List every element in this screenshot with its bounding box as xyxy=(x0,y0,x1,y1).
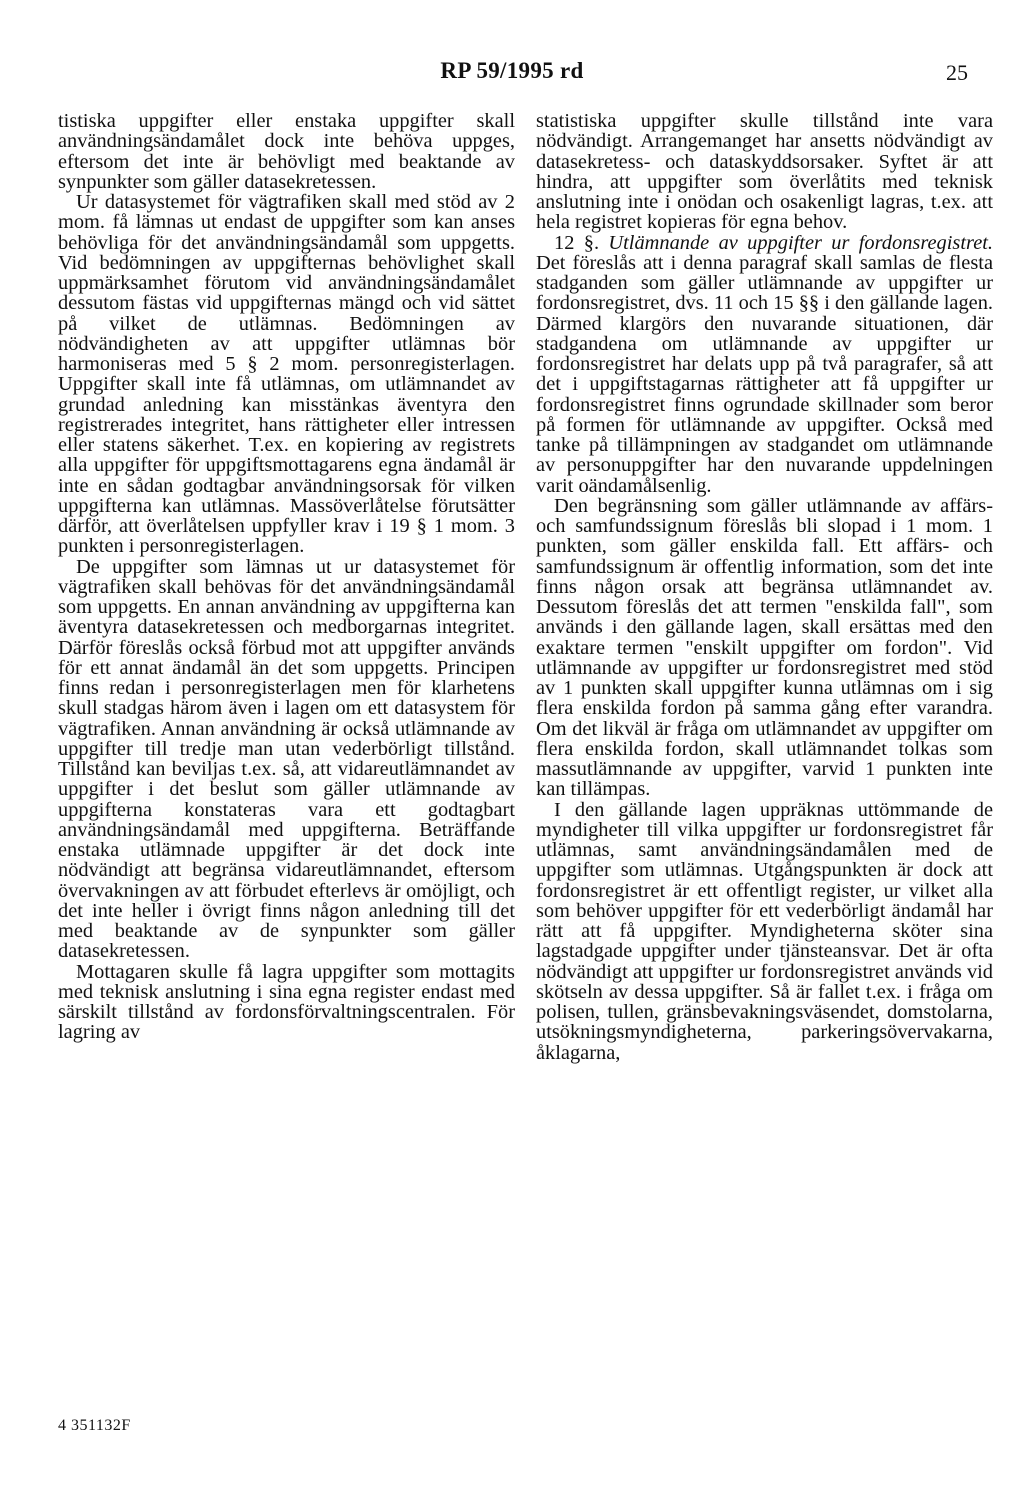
paragraph: Mottagaren skulle få lagra uppgifter som mottagits med teknisk anslutning i sina egna register endast med särskilt tillstånd av fordonsförvaltningscentralen. För lagring av xyxy=(58,960,515,1044)
left-text-column xyxy=(58,111,515,1043)
right-text-column xyxy=(536,111,993,1063)
page-number: 25 xyxy=(946,60,968,85)
print-code: 4 351132F xyxy=(58,1417,131,1434)
paragraph: statistiska uppgifter skulle tillstånd inte vara nödvändigt. Arrangemanget har ansetts nödvändigt av datasekretess- och dataskyddsorsaker. Syftet är att hindra, att uppgifter som överlåtits med teknisk anslutning inte i onödan och osakenligt lagras, t.ex. att hela registret kopieras för egna behov. xyxy=(536,110,993,234)
paragraph: Ur datasystemet för vägtrafiken skall med stöd av 2 mom. få lämnas ut endast de uppgifter som kan anses behövliga för det användningsändamål som uppgetts. Vid bedömningen av uppgifternas behövlighet skall uppmärksamhet förutom vid användningsändamålet dessutom fästas vid uppgifternas mängd och vid sättet på vilket de utlämnas. Bedömningen av nödvändigheten av att uppgifter utlämnas bör harmoniseras med 5 § 2 mom. personregisterlagen. Uppgifter skall inte få utlämnas, om utlämnandet av grundad anledning kan misstänkas äventyra den registrerades integritet, hans rättigheter eller intressen eller statens säkerhet. T.ex. en kopiering av registrets alla uppgifter för uppgiftsmottagarens egna ändamål är inte en sådan godtagbar användningsorsak för vilken uppgifterna kan utlämnas. Massöverlåtelse förutsätter därför, att överlåtelsen uppfyller krav i 19 § 1 mom. 3 punkten i personregisterlagen. xyxy=(58,191,515,558)
paragraph: I den gällande lagen uppräknas uttömmande de myndigheter till vilka uppgifter ur fordonsregistret får utlämnas, samt användningsändamålen med de uppgifter som utlämnas. Utgångspunkten är dock att fordonsregistret är ett offentligt register, ur vilket alla som behöver uppgifter för ett vederbörligt ändamål har rätt att få uppgifter. Myndigheterna sköter sina lagstadgade uppgifter under tjänsteansvar. Det är ofta nödvändigt att uppgifter ur fordonsregistret används vid skötseln av dessa uppgifter. Så är fallet t.ex. i fråga om polisen, tullen, gränsbevakningsväsendet, domstolarna, utsökningsmyndigheterna, parkeringsövervakarna, åklagarna, xyxy=(536,798,993,1064)
running-header-title: RP 59/1995 rd xyxy=(440,58,584,83)
paragraph: tistiska uppgifter eller enstaka uppgifter skall användningsändamålet dock inte behöva uppges, eftersom det inte är behövligt med beaktande av synpunkter som gäller datasekretessen. xyxy=(58,110,515,193)
paragraph: De uppgifter som lämnas ut ur datasystemet för vägtrafiken skall behövas för det användningsändamål som uppgetts. En annan användning av uppgifterna kan äventyra datasekretessen och medborgarnas integritet. Därför föreslås också förbud mot att uppgifter används för ett annat ändamål än det som uppgetts. Principen finns redan i personregisterlagen men för klarhetens skull stadgas härom även i lagen om ett datasystem för vägtrafiken. Annan användning är också utlämnande av uppgifter till tredje man utan vederbörligt tillstånd. Tillstånd kan beviljas t.ex. så, att vidareutlämnandet av uppgifter i det beslut som gäller utlämnande av uppgifterna konstateras vara ett godtagbart användningsändamål med uppgifterna. Beträffande enstaka utlämnade uppgifter är det dock inte nödvändigt att begränsa vidareutlämnandet, eftersom övervakningen av att förbudet efterlevs är omöjligt, och det inte heller i övrigt finns någon anledning till det med beaktande av de synpunkter som gäller datasekretessen. xyxy=(58,555,515,963)
section-number: 12 §. xyxy=(554,231,600,254)
section-12-paragraph xyxy=(536,233,993,496)
section-heading: Utlämnande av uppgifter ur fordonsregistret. xyxy=(608,231,994,254)
paragraph: Den begränsning som gäller utlämnande av affärs- och samfundssignum föreslås bli slopad i 1 mom. 1 punkten, som gäller enskilda fall. Ett affärs- och samfundssignum är offentlig information, som det inte finns någon orsak att begränsa utlämnandet av. Dessutom föreslås det att termen "enskilda fall", som används i den gällande lagen, skall ersättas med den exaktare termen "enskilt uppgifter om fordon". Vid utlämnande av uppgifter ur fordonsregistret med stöd av 1 punkten skall uppgifter kunna utlämnas om i sig flera enskilda fordon på samma gång efter varandra. Om det likväl är fråga om utlämnandet av uppgifter om flera enskilda fordon, skall utlämnandet tolkas som massutlämnande av uppgifter, varvid 1 punkten inte kan tillämpas. xyxy=(536,494,993,801)
section-text: Det föreslås att i denna paragraf skall samlas de flesta stadganden som gäller utlämnande av uppgifter ur fordonsregistret, dvs. 11 och 15 §§ i den gällande lagen. Därmed klargörs den nuvarande situationen, där stadgandena om utlämnande av uppgifter ur fordonsregistret har delats upp på två paragrafer, så att det i uppgiftstagarnas rättigheter att få uppgifter ur fordonsregistret finns ogrundade skillnader som beror på formen för utlämnande av uppgifter. Också med tanke på tillämpningen av stadgandet om utlämnande av personuppgifter har den nuvarande uppdelningen varit oändamålsenlig. xyxy=(536,251,993,497)
